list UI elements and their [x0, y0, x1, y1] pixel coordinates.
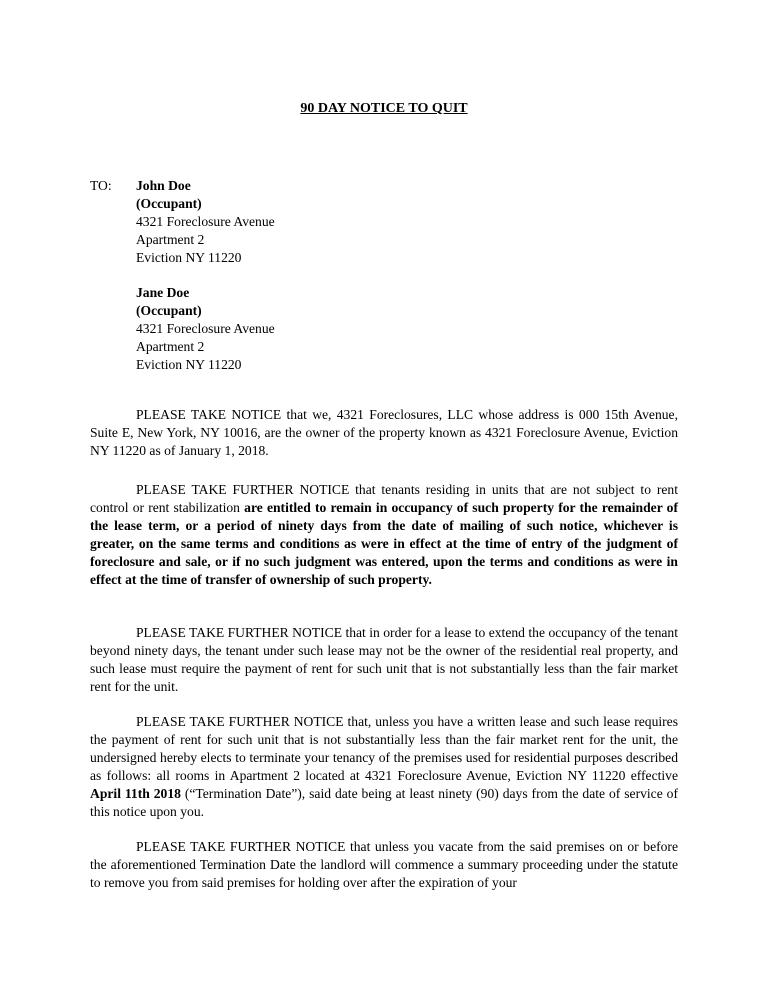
- recipient-city: Eviction NY 11220: [136, 357, 242, 372]
- recipient-block: [136, 284, 275, 374]
- to-label: TO:: [90, 178, 112, 193]
- paragraph-bold-text: are entitled to remain in occupancy of such property for the remainder of the lease term, or a period of ninety days from the date of mailing of such notice, whichever is greater, on the same terms and conditions as were in effect at the time of entry of the judgment of foreclosure and sale, or if no such judgment was entered, upon the terms and conditions as were in effect at the time of transfer of ownership of such property.: [90, 500, 678, 587]
- document-page: [90, 0, 678, 994]
- recipient-street: 4321 Foreclosure Avenue: [136, 214, 275, 229]
- recipient-name: John Doe: [136, 178, 191, 193]
- document-title: 90 DAY NOTICE TO QUIT: [300, 101, 468, 116]
- recipient-unit: Apartment 2: [136, 232, 205, 247]
- notice-paragraph-lease-requirements: [90, 624, 678, 696]
- recipient-city: Eviction NY 11220: [136, 250, 242, 265]
- notice-paragraph-ownership: [90, 406, 678, 460]
- recipient-street: 4321 Foreclosure Avenue: [136, 321, 275, 336]
- paragraph-text: PLEASE TAKE FURTHER NOTICE that in order for a lease to extend the occupancy of the tenant beyond ninety days, the tenant under such lease may not be the owner of the residential real property, and such lease must require the payment of rent for such unit that is not substantially less than the fair market rent for the unit.: [90, 625, 678, 694]
- paragraph-text: PLEASE TAKE FURTHER NOTICE that, unless you have a written lease and such lease requires the payment of rent for such unit that is not substantially less than the fair market rent for the unit, the undersigned hereby elects to terminate your tenancy of the premises used for residential purposes described as follows: all rooms in Apartment 2 located at 4321 Foreclosure Avenue, Eviction NY 11220 effective: [90, 714, 678, 783]
- recipient-name: Jane Doe: [136, 285, 190, 300]
- recipient-unit: Apartment 2: [136, 339, 205, 354]
- recipient-block: [136, 177, 275, 267]
- paragraph-text: PLEASE TAKE FURTHER NOTICE that tenants residing in units that are not subject to rent control or rent stabilization: [90, 482, 678, 515]
- notice-paragraph-summary-proceeding: [90, 838, 678, 892]
- paragraph-text: PLEASE TAKE FURTHER NOTICE that unless you vacate from the said premises on or before the aforementioned Termination Date the landlord will commence a summary proceeding under the statute to remove you from said premises for holding over after the expiration of your: [90, 839, 678, 890]
- recipient-role: (Occupant): [136, 303, 202, 318]
- termination-date: April 11th 2018: [90, 786, 181, 801]
- paragraph-text: PLEASE TAKE NOTICE that we, 4321 Foreclosures, LLC whose address is 000 15th Avenue, Suite E, New York, NY 10016, are the owner of the property known as 4321 Foreclosure Avenue, Eviction NY 11220 as of January 1, 2018.: [90, 407, 678, 458]
- notice-paragraph-termination: [90, 713, 678, 821]
- recipient-role: (Occupant): [136, 196, 202, 211]
- paragraph-text: (“Termination Date”), said date being at least ninety (90) days from the date of service of this notice upon you.: [90, 786, 678, 819]
- notice-paragraph-tenant-rights: [90, 481, 678, 589]
